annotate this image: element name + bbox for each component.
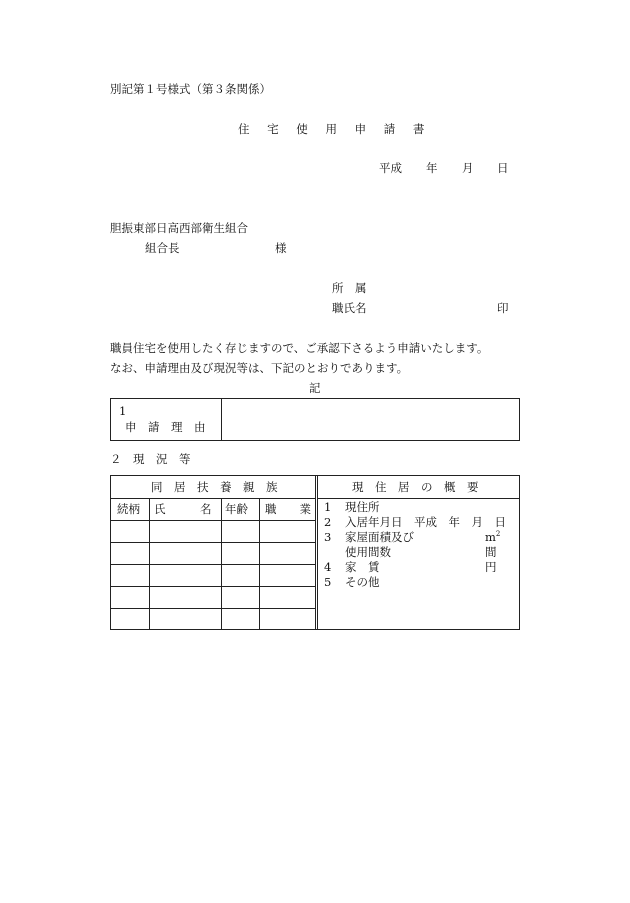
residence-item-2-label: 入居年月日 平成 年 月 日 [345,515,506,529]
residence-item-3-label: 家屋面積及び [345,530,414,544]
status-table [110,475,520,630]
section2-heading: ２ 現 況 等 [110,452,191,466]
addressee-honorific: 様 [275,241,287,255]
household-row-rule-1 [111,520,315,521]
form-number: 別記第１号様式（第３条関係） [110,82,271,96]
residence-item-3-unit [485,532,500,544]
area-unit: m [485,530,496,544]
residence-title: 現 住 居 の 概 要 [352,480,479,494]
residence-item-3-num: 3 [324,530,332,544]
residence-item-4-label: 家 賃 [345,560,380,574]
residence-item-3b-label: 使用間数 [345,545,391,559]
residence-item-3b-unit: 間 [485,545,497,559]
household-col-relation: 続柄 [117,502,140,516]
area-unit-exponent: 2 [495,530,501,539]
household-col-occupation: 職 業 [265,502,311,516]
section1-label: 申 請 理 由 [125,420,206,434]
residence-header-rule [318,498,519,499]
household-col-name: 氏 名 [154,502,212,516]
affiliation-label: 所 属 [332,281,367,295]
household-row-rule-2 [111,542,315,543]
household-row-rule-3 [111,564,315,565]
application-reason-table [110,398,520,441]
name-label: 職氏名 [332,301,367,315]
date-month: 月 [462,161,474,175]
document-title: 住 宅 使 用 申 請 書 [238,122,432,136]
date-era: 平成 [379,161,402,175]
household-header-rule [111,498,315,499]
date-year: 年 [426,161,438,175]
seal-label: 印 [497,301,509,315]
addressee-organization: 胆振東部日高西部衛生組合 [110,221,248,235]
addressee-chief: 組合長 [145,241,180,255]
household-row-rule-4 [111,586,315,587]
residence-item-2-num: 2 [324,515,332,529]
residence-item-5-num: 5 [324,575,332,589]
residence-item-1-num: 1 [324,500,332,514]
section1-number: 1 [119,404,127,418]
household-row-rule-5 [111,608,315,609]
date-day: 日 [497,161,509,175]
residence-item-4-unit: 円 [485,560,497,574]
residence-item-5-label: その他 [345,575,380,589]
household-col-age: 年齢 [225,502,248,516]
body-line-2: なお、申請理由及び現況等は、下記のとおりであります。 [110,361,409,375]
residence-item-1-label: 現住所 [345,500,380,514]
application-reason-field[interactable] [222,399,519,440]
body-line-1: 職員住宅を使用したく存じますので、ご承認下さるよう申請いたします。 [110,341,489,355]
note-label: 記 [309,381,321,395]
residence-item-4-num: 4 [324,560,332,574]
household-title: 同 居 扶 養 親 族 [151,480,278,494]
